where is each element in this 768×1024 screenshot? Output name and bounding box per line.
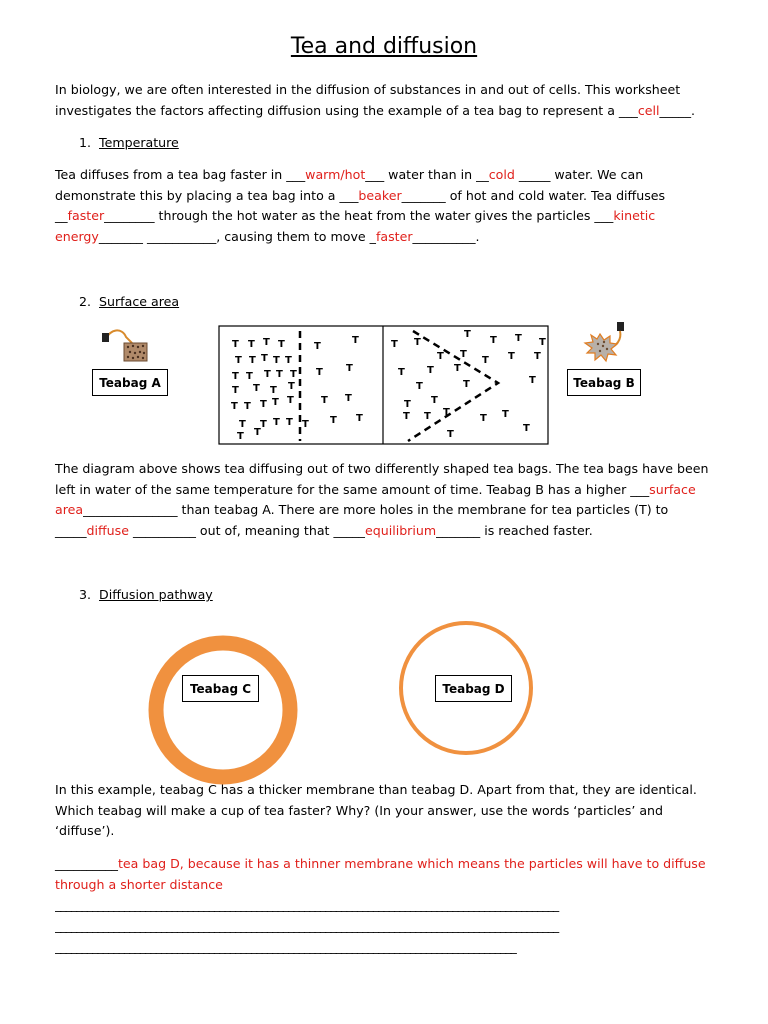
tea-particle: T <box>463 379 470 390</box>
teabag-c-label: Teabag C <box>182 675 259 702</box>
tea-particle: T <box>276 369 283 380</box>
tea-particle: T <box>235 355 242 366</box>
tea-particle: T <box>482 355 489 366</box>
tea-particle: T <box>539 337 546 348</box>
tea-particle: T <box>424 411 431 422</box>
tea-particle: T <box>321 395 328 406</box>
tea-particle: T <box>232 339 239 350</box>
answer-faster: faster <box>67 208 105 223</box>
text-run: _______ ___________, causing them to move _ <box>98 228 376 244</box>
intro-text-end: _____. <box>659 102 695 118</box>
tea-particle: T <box>287 395 294 406</box>
tea-particle: T <box>237 431 244 442</box>
tea-particle: T <box>273 355 280 366</box>
tea-particle: T <box>403 411 410 422</box>
tea-particle: T <box>523 423 530 434</box>
diffusion-answer <box>55 854 715 895</box>
tea-particle: T <box>246 371 253 382</box>
text-run: The diagram above shows tea diffusing out of two differently shaped tea bags. The tea bags have been left in water of the same temperature for the same amount of time. Teabag B has a higher ___ <box>55 461 709 497</box>
page-title: Tea and diffusion <box>290 34 478 59</box>
tea-particle: T <box>302 419 309 430</box>
diffusion-question: In this example, teabag C has a thicker membrane than teabag D. Apart from that, they are identical. Which teabag will make a cup of tea faster? Why? (In your answer, use the words ‘particles’ and ‘diffuse’). <box>55 782 697 838</box>
answer-equilibrium: equilibrium <box>364 522 437 538</box>
tea-particle: T <box>502 409 509 420</box>
intro-answer: cell <box>637 102 660 118</box>
section-number: 1. <box>79 135 92 150</box>
tea-particle: T <box>232 371 239 382</box>
tea-particle: T <box>416 381 423 392</box>
answer-kinetic-energy: kinetic energy <box>55 208 656 244</box>
text-run: __________ out of, meaning that _____ <box>128 522 365 538</box>
temperature-paragraph <box>55 165 715 247</box>
tea-particle: T <box>278 339 285 350</box>
tea-particle: T <box>261 353 268 364</box>
intro-text: In biology, we are often interested in the diffusion of substances in and out of cells. This worksheet investigates the factors affecting diffusion using the example of a tea bag to represent a ___ <box>55 82 681 118</box>
section-number: 3. <box>79 587 92 602</box>
tea-particle: T <box>316 367 323 378</box>
tea-particle: T <box>398 367 405 378</box>
section-diffusion-pathway-heading <box>79 587 213 602</box>
tea-particle: T <box>391 339 398 350</box>
tea-particle: T <box>248 339 255 350</box>
surface-area-paragraph <box>55 459 715 541</box>
section-label: Diffusion pathway <box>99 587 213 602</box>
intro-paragraph <box>55 80 715 121</box>
answer-line: _______________________________________________________________________________________________ <box>55 918 559 933</box>
tea-particle: T <box>454 363 461 374</box>
tea-particle: T <box>260 399 267 410</box>
tea-particle: T <box>464 329 471 340</box>
tea-particle: T <box>437 351 444 362</box>
teabag-d-label: Teabag D <box>435 675 512 702</box>
answer-faster-2: faster <box>375 228 413 244</box>
tea-particle: T <box>447 429 454 440</box>
tea-particle: T <box>515 333 522 344</box>
answer-line: _______________________________________________________________________________________________ <box>55 897 559 912</box>
teabag-a-icon <box>100 325 155 365</box>
tea-particle: T <box>414 337 421 348</box>
answer-line: _______________________________________________________________________________________ <box>55 939 516 954</box>
tea-particle: T <box>460 349 467 360</box>
diffusion-diagram <box>218 325 550 447</box>
tea-particle: T <box>529 375 536 386</box>
tea-particle: T <box>356 413 363 424</box>
text-run: Tea diffuses from a tea bag faster in ___ <box>55 167 306 182</box>
tea-particle: T <box>231 401 238 412</box>
tea-particle: T <box>508 351 515 362</box>
tea-particle: T <box>272 397 279 408</box>
tea-particle: T <box>345 393 352 404</box>
tea-particle: T <box>480 413 487 424</box>
answer-cold: cold <box>488 167 515 182</box>
section-label: Temperature <box>99 135 179 150</box>
tea-particle: T <box>346 363 353 374</box>
tea-particle: T <box>263 337 270 348</box>
teabag-b-label: Teabag B <box>567 369 641 396</box>
teabag-b-icon <box>580 320 630 366</box>
section-temperature-heading <box>79 135 179 150</box>
tea-particle: T <box>253 383 260 394</box>
tea-particle: T <box>330 415 337 426</box>
text-run: _____ water. We can demonstrate this by placing a tea bag into a ___ <box>55 167 644 203</box>
tea-particle: T <box>286 417 293 428</box>
answer-diffuse: diffuse <box>86 522 129 538</box>
tea-particle: T <box>264 369 271 380</box>
section-surface-area-heading <box>79 294 179 309</box>
answer-surface-area: surface area <box>55 481 696 517</box>
tea-particle: T <box>270 385 277 396</box>
teabag-a-label: Teabag A <box>92 369 168 396</box>
text-run: _______________ than teabag A. There are more holes in the membrane for tea particles (T) to _____ <box>55 502 669 538</box>
tea-particle: T <box>431 395 438 406</box>
answer-beaker: beaker <box>358 187 402 203</box>
tea-particle: T <box>244 401 251 412</box>
section-number: 2. <box>79 294 92 309</box>
answer-blank: __________ <box>55 856 118 871</box>
text-run: ___ water than in __ <box>365 167 489 182</box>
text-run: ________ through the hot water as the heat from the water gives the particles ___ <box>104 208 614 223</box>
text-run: __________. <box>412 228 480 244</box>
tea-particle: T <box>232 385 239 396</box>
tea-particle: T <box>534 351 541 362</box>
text-run: _______ is reached faster. <box>436 522 593 538</box>
text-run: _______ of hot and cold water. Tea diffuses __ <box>55 187 666 223</box>
answer-warm-hot: warm/hot <box>305 167 366 182</box>
answer-teabag-d: tea bag D, because it has a thinner membrane which means the particles will have to diffuse through a shorter distance <box>55 856 706 892</box>
tea-particle: T <box>285 355 292 366</box>
tea-particle: T <box>443 407 450 418</box>
tea-particle: T <box>404 399 411 410</box>
tea-particle: T <box>249 355 256 366</box>
teabag-c-membrane <box>145 632 301 788</box>
tea-particle: T <box>288 381 295 392</box>
section-label: Surface area <box>99 294 180 309</box>
tea-particle: T <box>490 335 497 346</box>
tea-particle: T <box>352 335 359 346</box>
tea-particle: T <box>260 419 267 430</box>
tea-particle: T <box>427 365 434 376</box>
tea-particle: T <box>254 427 261 438</box>
tea-particle: T <box>239 419 246 430</box>
tea-particle: T <box>273 417 280 428</box>
tea-particle: T <box>314 341 321 352</box>
tea-particle: T <box>290 369 297 380</box>
